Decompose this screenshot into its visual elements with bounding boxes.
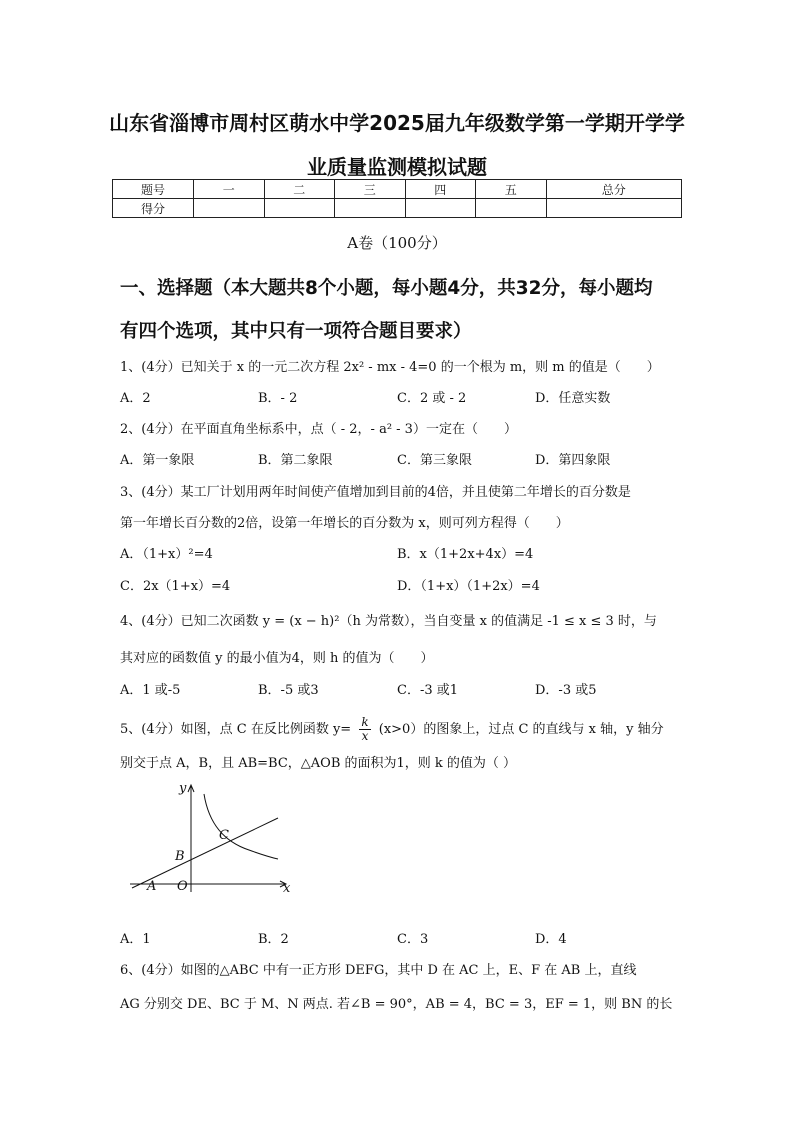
q5-option-a[interactable]: A．1 (120, 932, 151, 947)
score-header-cell: 总分 (546, 180, 682, 199)
q2-option-d[interactable]: D．第四象限 (535, 453, 611, 468)
question-3-stem-line2: 第一年增长百分数的2倍，设第一年增长的百分数为 x，则可列方程得（ ） (120, 516, 569, 531)
score-header-cell: 五 (476, 180, 547, 199)
q3-option-b[interactable]: B．x（1+2x+4x）=4 (397, 547, 534, 562)
q2-option-b[interactable]: B．第二象限 (258, 453, 333, 468)
q3-option-c[interactable]: C．2x（1+x）=4 (120, 579, 231, 594)
score-table-header-row (113, 180, 682, 199)
question-5-stem-line2: 别交于点 A，B，且 AB=BC，△AOB 的面积为1，则 k 的值为（ ） (120, 756, 517, 771)
question-4-stem-line2: 其对应的函数值 y 的最小值为4，则 h 的值为（ ） (120, 651, 434, 666)
q5-option-c[interactable]: C．3 (397, 932, 429, 947)
q5-label-c: C (219, 828, 229, 843)
q2-option-c[interactable]: C．第三象限 (397, 453, 472, 468)
part-title: A卷（100分） (347, 234, 447, 252)
question-1-stem: 1、(4分）已知关于 x 的一元二次方程 2x² - mx - 4=0 的一个根为 m，则 m 的值是（ ） (120, 360, 660, 375)
score-header-cell: 题号 (113, 180, 194, 199)
q5-stem-part-a: 5、(4分）如图，点 C 在反比例函数 y= (120, 722, 352, 737)
q3-option-d[interactable]: D．（1+x）（1+2x）=4 (397, 579, 540, 594)
q3-option-a[interactable]: A．（1+x）²=4 (120, 547, 213, 562)
q2-option-a[interactable]: A．第一象限 (120, 453, 195, 468)
q5-label-a: A (147, 879, 157, 894)
q4-option-b[interactable]: B．-5 或3 (258, 683, 319, 698)
score-blank-cell[interactable] (405, 199, 476, 218)
score-header-cell: 一 (194, 180, 265, 199)
question-2-stem: 2、(4分）在平面直角坐标系中，点（ - 2，- a² - 3）一定在（ ） (120, 422, 517, 437)
score-blank-cell[interactable] (546, 199, 682, 218)
q5-option-d[interactable]: D．4 (535, 932, 567, 947)
q5-label-b: B (175, 849, 185, 864)
q5-figure (125, 780, 300, 895)
q5-label-o: O (177, 879, 188, 894)
score-header-cell: 二 (264, 180, 335, 199)
q5-hyperbola-curve (204, 794, 278, 859)
question-6-stem-line2: AG 分别交 DE、BC 于 M、N 两点. 若∠B = 90°，AB = 4，BC = 3，EF = 1，则 BN 的长 (120, 997, 673, 1012)
document-title-line2: 业质量监测模拟试题 (307, 155, 487, 179)
score-blank-cell[interactable] (476, 199, 547, 218)
q4-option-a[interactable]: A．1 或-5 (120, 683, 181, 698)
section-heading-line1: 一、选择题（本大题共8个小题，每小题4分，共32分，每小题均 (120, 278, 653, 299)
q5-stem-part-b: (x>0）的图象上，过点 C 的直线与 x 轴，y 轴分 (378, 722, 664, 737)
question-3-stem-line1: 3、(4分）某工厂计划用两年时间使产值增加到目前的4倍，并且使第二年增长的百分数是 (120, 485, 631, 500)
section-heading-line2: 有四个选项，其中只有一项符合题目要求） (120, 321, 472, 342)
question-6-stem-line1: 6、(4分）如图的△ABC 中有一正方形 DEFG，其中 D 在 AC 上，E、F 在 AB 上，直线 (120, 963, 637, 978)
q5-label-y: y (179, 781, 187, 796)
q4-option-c[interactable]: C．-3 或1 (397, 683, 459, 698)
q1-option-b[interactable]: B．- 2 (258, 391, 298, 406)
score-blank-cell[interactable] (264, 199, 335, 218)
q5-option-b[interactable]: B．2 (258, 932, 289, 947)
score-blank-cell[interactable] (335, 199, 406, 218)
score-header-cell: 三 (335, 180, 406, 199)
q1-option-a[interactable]: A．2 (120, 391, 151, 406)
score-blank-cell[interactable] (194, 199, 265, 218)
q5-fraction (359, 716, 370, 743)
q1-option-d[interactable]: D．任意实数 (535, 391, 611, 406)
q1-option-c[interactable]: C．2 或 - 2 (397, 391, 467, 406)
score-table (112, 179, 682, 218)
q5-fraction-numerator: k (361, 715, 369, 729)
q5-label-x: x (283, 881, 291, 895)
question-4-stem-line1: 4、(4分）已知二次函数 y = (x − h)²（h 为常数），当自变量 x 的值满足 -1 ≤ x ≤ 3 时，与 (120, 614, 657, 629)
score-row-label: 得分 (113, 199, 194, 218)
score-header-cell: 四 (405, 180, 476, 199)
document-title-line1: 山东省淄博市周村区萌水中学2025届九年级数学第一学期开学学 (109, 111, 685, 135)
q4-option-d[interactable]: D．-3 或5 (535, 683, 597, 698)
q5-fraction-denominator: x (361, 729, 369, 743)
question-5-stem-line1 (120, 716, 680, 743)
score-table-score-row (113, 199, 682, 218)
